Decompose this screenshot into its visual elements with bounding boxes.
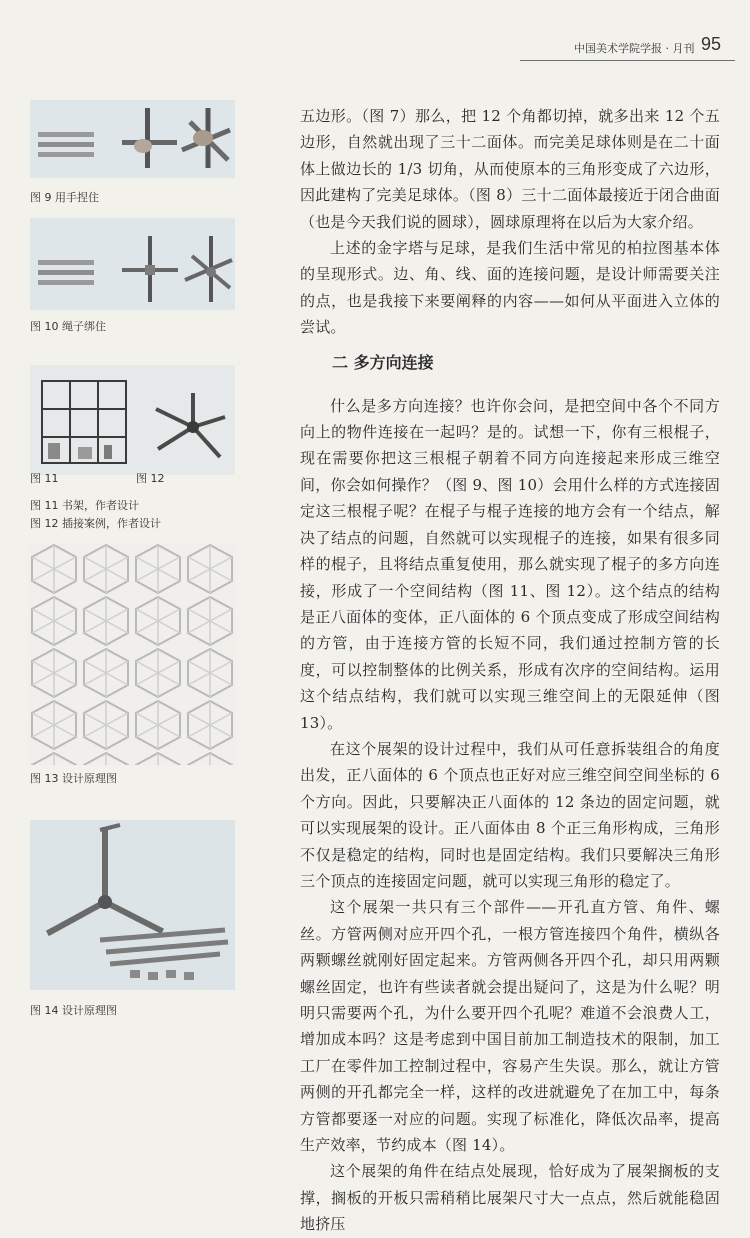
- figure-10-caption: 图 10 绳子绑住: [30, 320, 106, 333]
- figure-12-label: 图 12: [136, 472, 165, 485]
- connector-hub: [98, 895, 112, 909]
- angle-piece: [100, 825, 120, 830]
- stick: [38, 152, 94, 157]
- book-shape: [104, 445, 112, 459]
- figure-10-drawing: [30, 218, 235, 310]
- paragraph: 这个展架的角件在结点处展现，恰好成为了展架搁板的支撑，搁板的开板只需稍稍比展架尺寸大一点点，然后就能稳固地挤压: [300, 1162, 720, 1234]
- figure-11-caption: 图 11 书架，作者设计: [30, 499, 139, 512]
- header-rule: [520, 60, 735, 61]
- figure-13-drawing: [28, 543, 236, 765]
- figure-9-caption: 图 9 用手捏住: [30, 191, 99, 204]
- paragraph: 上述的金字塔与足球，是我们生活中常见的柏拉图基本体的呈现形式。边、角、线、面的连接问题，是设计师需要关注的点，也是我接下来要阐释的内容——如何从平面进入立体的尝试。: [300, 239, 720, 337]
- rope-knot: [206, 267, 216, 277]
- hand-shape: [193, 130, 213, 146]
- stick: [38, 260, 94, 265]
- connector-hub: [187, 421, 199, 433]
- figure-13-caption: 图 13 设计原理图: [30, 772, 117, 785]
- paragraph: 在这个展架的设计过程中，我们从可任意拆装组合的角度出发，正八面体的 6 个顶点也正好对应三维空间空间坐标的 6 个方向。因此，只要解决正八面体的 12 条边的固定问题，就可以实现展架的设计。正八面体由 8 个正三角形构成，三角形不仅是稳定的结构，同时也是固定结构。我们只要解决三角形三个顶点的连接固定问题，就可以实现三角形的稳定了。: [300, 739, 720, 890]
- figure-10-image: [30, 218, 235, 310]
- figure-9-drawing: [30, 100, 235, 178]
- figure-13-image: [28, 543, 236, 765]
- page-number: 95: [701, 34, 722, 54]
- hand-shape: [134, 139, 152, 153]
- body-text-column: [300, 103, 720, 1238]
- figure-14-image: [30, 820, 235, 990]
- paragraph: 五边形。（图 7）那么，把 12 个角都切掉，就多出来 12 个五边形，自然就出现了三十二面体。而完美足球体则是在二十面体上做边长的 1/3 切角，从而使原本的三角形变成了六边形，因此建构了完美足球体。（图 8）三十二面体最接近于闭合曲面（也是今天我们说的圆球），圆球原理将在以后为大家介绍。: [300, 107, 720, 231]
- figure-11-12-image: [30, 365, 235, 475]
- frame-tubes: [50, 830, 160, 932]
- lattice-pattern: [28, 543, 236, 765]
- stick: [38, 132, 94, 137]
- section-heading: 二 多方向连接: [332, 352, 434, 372]
- stick: [38, 270, 94, 275]
- stick: [38, 280, 94, 285]
- stick: [38, 142, 94, 147]
- paragraph: 这个展架一共只有三个部件——开孔直方管、角件、螺丝。方管两侧对应开四个孔，一根方管连接四个角件，横纵各两颗螺丝就刚好固定起来。方管两侧各开四个孔，却只用两颗螺丝固定，也许有些读者就会提出疑问了，这是为什么呢？明明只需要两个孔，为什么要开四个孔呢？难道不会浪费人工，增加成本吗？这是考虑到中国目前加工制造技术的限制，加工工厂在零件加工控制过程中，容易产生失误。那么，就让方管两侧的开孔都完全一样，这样的改进就避免了在加工中，每条方管都要逐一对应的问题。实现了标准化，降低次品率，提高生产效率，节约成本（图 14）。: [300, 898, 720, 1155]
- angle-pieces: [130, 970, 194, 980]
- stick: [145, 108, 150, 168]
- paragraph: 什么是多方向连接？也许你会问，是把空间中各个不同方向上的物件连接在一起吗？是的。试想一下，你有三根棍子，现在需要你把这三根棍子朝着不同方向连接起来形成三维空间，你会如何操作？（图 9、图 10）会用什么样的方式连接固定这三根棍子呢？在棍子与棍子连接的地方会有一个结点，解决了结点的问题，自然就可以实现棍子的连接，如果有很多同样的棍子，且将结点重复使用，那么就实现了棍子的多方向连接，形成了一个空间结构（图 11、图 12）。这个结点的结构是正八面体的变体，正八面体的 6 个顶点变成了形成空间结构的方管，由于连接方管的长短不同，我们通过控制方管的长度，可以控制整体的比例关系，形成有次序的空间结构。运用这个结点结构，我们就可以实现三维空间上的无限延伸（图 13）。: [300, 396, 720, 732]
- loose-tubes: [100, 930, 228, 964]
- book-shape: [48, 443, 60, 459]
- figure-11-label: 图 11: [30, 472, 59, 485]
- figure-11-12-drawing: [30, 365, 235, 475]
- rope-knot: [145, 265, 155, 275]
- book-shape: [78, 447, 92, 459]
- figure-14-drawing: [30, 820, 235, 990]
- figure-9-image: [30, 100, 235, 178]
- figure-14-caption: 图 14 设计原理图: [30, 1004, 117, 1017]
- journal-title: 中国美术学院学报 · 月刊: [574, 42, 695, 55]
- figure-12-caption: 图 12 插接案例，作者设计: [30, 517, 161, 530]
